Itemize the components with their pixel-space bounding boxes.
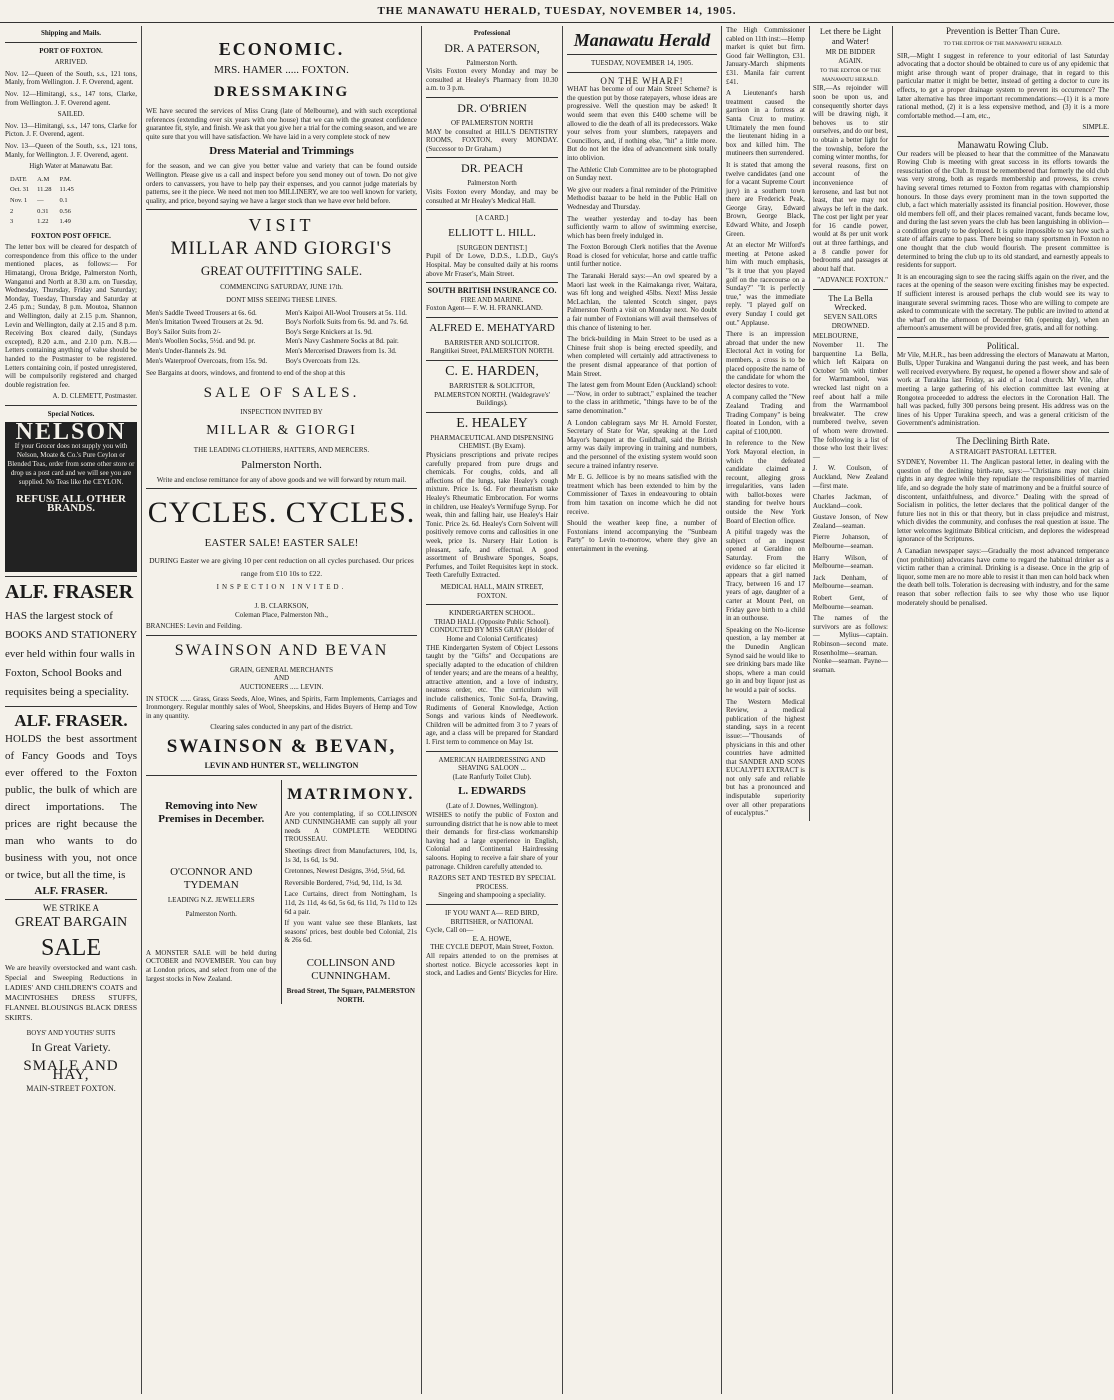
divider xyxy=(813,289,888,290)
post-office-text: The letter box will be cleared for despatch of correspondence from this office to the under mentioned places, as follows:— For Himatangi, Oroua Bridge, Palmerston North, Wanganui and North at 8.30 a.m. on Tuesday, Wednesday, Thursday, Friday and Saturday; Monday, Tuesday, Thursday and Saturday at 2.45 p.m.; Sunday, 8 p.m. Moutoa, Shannon and Wellington, daily at 2.15 p.m. Shannon, Levin and Wellington, daily at 2.15 and 8 p.m. Receiving Box cleared daily, (Sundays excepted), 8.20 a.m., and 2.10 p.m. N.B.—Letters containing anything of value should be handed to the Postmaster to be registered. Letters containing coin, if posted unregistered, will be compulsorily registered and charged double registration fee. xyxy=(5,243,137,389)
tide-heading: High Water at Manawatu Bar. xyxy=(29,162,113,171)
divider xyxy=(5,42,137,43)
ranfurly-line: (Late Ranfurly Toilet Club). xyxy=(452,772,532,781)
divider xyxy=(426,412,558,413)
bargains-line: See Bargains at doors, windows, and frontend to end of the shop at this xyxy=(146,369,346,378)
column-6 xyxy=(894,26,1112,1394)
swainson-heading: SWAINSON AND BEVAN xyxy=(174,641,389,659)
tide-cell: 0.56 xyxy=(59,207,71,215)
smale-name: SMALE AND HAY, xyxy=(23,1057,119,1083)
news-paragraph: The High Commissioner cabled on 11th inst:—Hemp market is quiet but firm. Good fair Wellington, £31. January-March shipments £31. Manila fair current £41. xyxy=(726,26,805,86)
paterson-address: Palmerston North. xyxy=(466,58,518,67)
prevention-heading: Prevention is Better Than Cure. xyxy=(945,26,1061,36)
news-paragraph: In reference to the New York Mayoral election, in which the defeated candidate claimed a recount, alleging gross irregularities, vans laden with ballot-boxes were standing for twelve hours outside the New York Board of Election office. xyxy=(726,439,805,525)
dressmaking-text: for the season, and we can give you better value and variety that can be found outside Wellington. Please give us a call and inspect before you send money out of town. Do not give orders to canvassers, you have to help pay their expenses, and you cannot judge materials by patterns, see it the piece. We need not men too MILLINERY, we are too well known for variety, quality, and price, beyond saying we have a larger stock than we have ever held before. xyxy=(146,162,417,205)
matrimony-advert xyxy=(281,780,417,1005)
obrien-name: DR. O'BRIEN xyxy=(457,100,527,115)
collinson-name: COLLINSON AND CUNNINGHAM. xyxy=(306,956,395,982)
paper-title: Manawatu Herald xyxy=(573,30,711,50)
clarkson-name: J. B. CLARKSON, xyxy=(254,602,309,611)
dressmaking-text: WE have secured the services of Miss Crang (late of Melbourne), and with such exceptional references (extending over six years with one house) that we can with the greatest confidence guarantee fit, style, and finish. We ask that you give her a trial for the coming season, and we are quite sure that you will have satisfaction. We have laid in a very complete stock of new xyxy=(146,107,417,141)
news-paragraph: There is an impression abroad that under the new Electoral Act in voting for members, a cross is to be placed opposite the name of the candidate for whom the elector desires to vote. xyxy=(726,330,805,390)
bella-victim: Jack Denham, of Melbourne—seaman. xyxy=(812,573,888,591)
bella-victim: Pierre Johanson, of Melbourne—seaman. xyxy=(812,533,888,551)
birth-rate-text: SYDNEY, November 11. The Anglican pastoral letter, in dealing with the question of the declining birth-rate, says:—"Christians may not claim rights in any degree while they repudiate the responsibilities of married life, and so degrade the holy state of matrimony and be a fruitful source of discontent, unfaithfulness, and divorce." Dealing with the spread of Socialism in politics, the letter declares that the political danger of the future lies not in this or that theory, but in class prejudice and mistrust, which divides the community, and confuses the real question at issue. The letter welcomes legitimate Biblical criticism, and deplores the widespread ignorance of the Scriptures. xyxy=(897,458,1109,544)
sale-line: Men's Mercerised Drawers from 1s. 3d. xyxy=(285,346,397,355)
news-paragraph: Speaking on the No-license question, a lay member at the Dunedin Anglican Synod said he would like to see drinking bars made like shops, where a man could go in and buy liquor just as he would a pair of socks. xyxy=(726,625,805,694)
sale-line: Boy's Overcoats from 12s. xyxy=(285,356,360,365)
smale-text: We are heavily overstocked and want cash. Special and Sweeping Reductions in LADIES' AND CHILDREN'S COATS and MACINTOSHES DRESS STUFFS, FLANNEL BLOUSINGS BLACK DRESS SKIRTS. xyxy=(5,962,137,1022)
column-rule xyxy=(721,26,722,1394)
divider xyxy=(146,775,417,776)
tide-col-header: P.M. xyxy=(59,175,72,183)
nelson-brand: NELSON xyxy=(15,418,127,445)
column-rule xyxy=(141,26,142,1394)
hairdressing-heading: AMERICAN HAIRDRESSING AND SHAVING SALOON ... xyxy=(438,755,546,773)
divider xyxy=(426,360,558,361)
tide-cell: 2 xyxy=(10,207,14,215)
inspection-invited: INSPECTION INVITED. xyxy=(216,583,347,592)
smale-address: MAIN-STREET FOXTON. xyxy=(26,1084,116,1094)
news-paragraph: A Lieutenant's harsh treatment caused the garrison in a fortress at Santa Cruz to mutiny. Ultimately the men found the lieutenant hiding in a box and killed him. The mutineers then surrendered. xyxy=(726,89,805,158)
sale-of-sales: SALE OF SALES. xyxy=(203,384,360,401)
birth-rate-heading: The Declining Birth Rate. xyxy=(956,435,1050,446)
news-paragraph: A company called the "New Zealand Trading and Trading Company" is being floated in London, with a capital of £100,000. xyxy=(726,393,805,436)
branches-line: BRANCHES: Levin and Feilding. xyxy=(146,622,243,631)
medical-hall-line: MEDICAL HALL, MAIN STREET, FOXTON. xyxy=(440,582,544,600)
oconnor-address: Palmerston North. xyxy=(185,910,237,919)
smale-variety: In Great Variety. xyxy=(31,1040,111,1055)
smale-boys: BOYS' AND YOUTHS' SUITS xyxy=(26,1028,116,1037)
tide-cell: Nov. 1 xyxy=(10,196,28,204)
bella-text: MELBOURNE, November 11. The barquentine La Bella, which left Kaipara on October 5th with timber for Warrnambool, was wrecked last night on a reef about half a mile from the Warrnambool breakwater. The crew numbered twelve, seven of whom were drowned. The following is a list of those who lost their lives:— xyxy=(812,332,888,461)
bella-victim: J. W. Coulson, of Auckland, New Zealand—first mate. xyxy=(812,464,888,490)
matrimony-item: Reversible Bordered, 7½d, 9d, 11d, 1s 3d. xyxy=(284,878,403,887)
tide-cell: 1.22 xyxy=(37,218,49,226)
shipping-entry: Nov. 12—Himitangi, s.s., 147 tons, Clarke, from Wellington. J. F. Overend agent. xyxy=(5,89,137,107)
editorial-paragraph: Mr E. G. Jellicoe is by no means satisfied with the treatment which has been extended to him by the Commissioner of Taxes in endeavouring to obtain from him taxation on income which he did not receive. xyxy=(567,473,717,516)
tide-cell: 0.1 xyxy=(59,196,68,204)
port-heading: PORT OF FOXTON. xyxy=(39,46,103,55)
monster-sale-text: A MONSTER SALE will be held during OCTOBER and NOVEMBER. You can buy at London prices, and select from one of the largest stocks in New Zealand. xyxy=(146,948,277,983)
visit-heading: VISIT xyxy=(248,215,315,236)
bella-victim: Harry Wilson, of Melbourne—seaman. xyxy=(812,553,888,571)
removing-heading: Removing into New Premises in December. xyxy=(158,799,265,825)
arrived-heading: ARRIVED. xyxy=(54,58,88,67)
smale-bargain: GREAT BARGAIN xyxy=(14,914,128,930)
divider xyxy=(146,488,417,489)
column-2 xyxy=(143,26,420,1394)
shipping-entry: Nov. 13—Queen of the South, s.s., 121 tons, Manly, for Wellington. J. F. Overend, agent. xyxy=(5,141,137,159)
edwards-name: L. EDWARDS xyxy=(458,785,526,798)
bella-heading: The La Bella Wrecked. xyxy=(828,293,873,312)
tide-table xyxy=(5,174,79,229)
bella-sub: SEVEN SAILORS DROWNED. xyxy=(823,313,878,330)
harden-title: BARRISTER & SOLICITOR, xyxy=(449,382,535,391)
swainson-heading: SWAINSON & BEVAN, xyxy=(166,736,397,757)
dress-material: Dress Material and Trimmings xyxy=(209,145,354,158)
rowing-text: Our readers will be pleased to hear that the committee of the Manawatu Rowing Club is meeting with great success in its efforts towards the resuscitation of the Club. It must be remembered that formerly the old club was very strong, both as regards membership and prowess, its crews having several times returned to Foxton from regattas with championship honours. In those days every prominent man in the town supported the club, a fact which materially assisted its financial position. However, those old members fell off, and their places remained vacant, funds became low, and during the last seven years the club has been languishing in oblivion—a condition greatly to be deplored. It is quite impossible to say how such a state of affairs came to pass. There being so many sportsmen in Foxton no one thought that the club would flourish. The present committee is determined to bring the club up to its old standard, and earnestly appeals to residents for support. xyxy=(897,149,1109,270)
editorial-paragraph: The Taranaki Herald says:—An owl speared by a Maori last week in the Kaimakanga river, Waitara, was 6ft long and weighed 45lbs. Next! Miss Jessie McLachlan, the talented Scotch singer, pays Palmerston North a visit on Monday next. No doubt a fair number of Foxtonians will avail themselves of this chance of listening to her. xyxy=(567,272,717,332)
tide-cell: 1.49 xyxy=(59,218,71,226)
palmerston-line: Palmerston North. xyxy=(241,458,322,471)
repairs-text: All repairs attended to on the premises at shortest notice. Bicycle accessories kept in stock, and Ladies and Gents' Bicycles for Hire. xyxy=(426,951,558,978)
kindergarten-text: THE Kindergarten System of Object Lessons taught by the "Gifts" and Occupations are specially adapted to the education of children of tender years; and are the means of a healthy, attractive attention, and a love of industry, neatness order, etc. The curriculum will include calisthenics, Tonic Sol-fa, Drawing, Rudiments of General Knowledge, Action Songs and various kinds of Needlework. Children will be admitted from 3 to 7 years of age, and a class will be prepared for Standard I. First term to commence on May 1st. xyxy=(426,643,558,747)
wharf-heading: ON THE WHARF! xyxy=(600,75,684,86)
kindergarten-conductor: CONDUCTED BY MISS GRAY (Holder of Home and Colonial Certificates) xyxy=(429,626,555,643)
tide-cell: Oct. 31 xyxy=(10,186,30,194)
razors-line: RAZORS SET AND TESTED BY SPECIAL PROCESS. xyxy=(428,874,556,891)
tide-col-header: A.M xyxy=(37,175,50,183)
peach-name: DR. PEACH xyxy=(460,161,523,176)
millar-heading: MILLAR AND GIORGI'S xyxy=(170,238,393,260)
sale-line: Men's Woollen Socks, 5½d. and 9d. pr. xyxy=(146,337,256,346)
column-rule xyxy=(421,26,422,1394)
commencing-line: COMMENCING SATURDAY, JUNE 17th. xyxy=(220,283,343,292)
light-signature: "ADVANCE FOXTON." xyxy=(817,276,888,285)
editorial-paragraph: We give our readers a final reminder of the Primitive Methodist bazaar to be held in the Public Hall on Wednesday and Thursday. xyxy=(567,185,717,211)
paterson-name: DR. A PATERSON, xyxy=(444,40,540,55)
editorial-paragraph: Should the weather keep fine, a number of Foxtonians intend accompanying the "Sunbeam Party" to Levin to-morrow, where they give an entertainment in the evening. xyxy=(567,519,717,553)
easter-text: DURING Easter we are giving 10 per cent reduction on all cycles purchased. Our prices range from £10 10s to £22. xyxy=(149,556,414,579)
editorial-paragraph: The Foxton Borough Clerk notifies that the Avenue Road is closed for vehicular, horse and cattle traffic until further notice. xyxy=(567,243,717,269)
sale-line: Men's Waterproof Overcoats, from 15s. 9d. xyxy=(146,356,268,365)
bella-victim: Robert Gent, of Melbourne—seaman. xyxy=(812,594,888,611)
inspection-line: INSPECTION INVITED BY xyxy=(240,407,323,416)
insurance-agent: Foxton Agent— F. W. H. FRANKLAND. xyxy=(426,304,543,313)
professional-heading: Professional xyxy=(473,29,511,37)
fraser-text: HOLDS the best assortment of Fancy Goods and Toys ever offered to the Foxton public, the bulk of which are direct importations. The prices are right because the man who wants to do business with you, not once or twice, but all the time, is xyxy=(5,732,137,881)
temperance-text: A Canadian newspaper says:—Gradually the most advanced temperance (not prohibition) advocates have come to regard the habitual drinker as a victim rather than a criminal. Drinking is a disease. Once in the grip of liquor, some men are no more able to resist it than men can hold back when the death bell tolls. Toleration is decreasing with industry, and for the same reason that sober reflection fails to see why those who use liquor moderately should be penalised. xyxy=(897,547,1109,607)
paper-date: TUESDAY, NOVEMBER 14, 1905. xyxy=(591,59,693,67)
news-column xyxy=(726,26,805,821)
editorial-paragraph: WHAT has become of our Main Street Scheme? is the question put by those ratepayers, whose ideas are progressive. Well the question may be asked! It would seem that even this £400 scheme will be allowed to die the death of all its predecessors. Wake your selves from your slumbers, ratepayers and Councillors, and, if nothing else, "hit" a little more. But do not let the idea of advancement sink totally into oblivion. xyxy=(567,85,717,162)
sale-line: Men's Imitation Tweed Trousers at 2s. 9d. xyxy=(146,318,264,327)
sailed-heading: SAILED. xyxy=(57,110,85,119)
shipping-heading: Shipping and Mails. xyxy=(40,29,102,37)
healey-title: PHARMACEUTICAL AND DISPENSING CHEMIST. (By Exam). xyxy=(430,433,554,451)
editorial-paragraph: A London cablegram says Mr H. Arnold Forster, Secretary of State for War, speaking at the Lord Mayor's banquet at the Guildhall, said the British army was daily improving in training and numbers, and the personnel of the existing system would soon secure a trained infantry reserve. xyxy=(567,418,717,470)
smale-sale: SALE xyxy=(41,934,101,961)
light-text: SIR,—As rejoinder will soon be upon us, and consequently shorter days will be drawing nigh, it behoves us to stir ourselves, and do our best, to obtain a better light for the township, before the coming winter months, for several reasons, first on account of the inconvenience of kerosene, and last but not least, that we may not always be left in the dark. The cost per light per year for 16 candle power, would at 8s per unit work out at three farthings, and a 8 candle power for bedrooms and passages at about half that. xyxy=(812,84,888,273)
hamer-line: MRS. HAMER ..... FOXTON. xyxy=(214,64,349,76)
editorial-paragraph: The brick-building in Main Street to be used as a Chinese fruit shop is being erected speedily, and when completed will certainly add attractiveness to the present dismal appearance of that portion of Main Street. xyxy=(567,335,717,378)
singeing-line: Singeing and shampooing a speciality. xyxy=(438,891,546,900)
oconnor-name: O'CONNOR AND TYDEMAN xyxy=(170,865,253,891)
peach-address: Palmerston North xyxy=(467,179,517,188)
depot-line: THE CYCLE DEPOT, Main Street, Foxton. xyxy=(430,943,554,952)
easter-line: EASTER SALE! EASTER SALE! xyxy=(204,537,359,550)
editorial-paragraph: The latest gem from Mount Eden (Auckland) school:—"Now, in order to subtract," explained the teacher to the class in arithmetic, "things have to be of the same denomination." xyxy=(567,381,717,415)
obrien-address: OF PALMERSTON NORTH xyxy=(450,118,534,127)
news-paragraph: At an elector Mr Wilford's meeting at Petone asked him with much emphasis, "Is it true that you played golf on the racecourse on a Sunday?" "It is perfectly true," was the immediate reply. "I played golf on every Sunday I could get out." Applause. xyxy=(726,241,805,327)
edwards-sub: (Late of J. Downes, Wellington). xyxy=(446,802,538,811)
news-paragraph: The Western Medical Review, a medical publication of the highest standing, says in a recent issue:—"Thousands of physicians in this and other countries have admitted that SANDER AND SONS EUCALYPTI EXTRACT is not only safe and reliable but has a pronounced and indisputable superiority over all other preparations of eucalyptus." xyxy=(726,697,805,818)
divider xyxy=(426,157,558,158)
harden-name: C. E. HARDEN, xyxy=(445,364,539,380)
kindergarten-heading: KINDERGARTEN SCHOOL. xyxy=(449,609,535,618)
tide-cell: 0.31 xyxy=(37,207,49,215)
bottom-ads xyxy=(146,780,417,1005)
divider xyxy=(426,282,558,283)
oconnor-advert xyxy=(146,780,277,1005)
divider xyxy=(897,337,1109,338)
sale-line: Men's Kaipoi All-Wool Trousers at 5s. 11d. xyxy=(285,308,407,317)
notices-heading: Special Notices. xyxy=(47,409,95,418)
post-office-heading: FOXTON POST OFFICE. xyxy=(31,231,111,240)
prevention-text: SIR,—Might I suggest in reference to your editorial of last Saturday advocating that a doctor should be obtained to cure us of any epidemic that might arise through want of proper drainage, that in regard to this particular matter it might be better, instead of getting a doctor to cure its effects, to get a proper drainage system to prevent its occurrence? The latter alternative has three important recommendations:—(1) it is a more rational method, (2) it is a less expensive method, and (3) it is a more comfortable method.—I am, etc., xyxy=(897,51,1109,120)
auctioneers-line: AUCTIONEERS ..... LEVIN. xyxy=(239,683,324,692)
nelson-tea-advert xyxy=(5,418,137,572)
dont-miss-line: DONT MISS SEEING THESE LINES. xyxy=(226,295,337,304)
tide-cell: 11.28 xyxy=(37,186,52,194)
paterson-text: Visits Foxton every Monday and may be consulted at Healey's Pharmacy from 10.30 a.m. to 3 p.m. xyxy=(426,67,558,93)
political-heading: Political. xyxy=(986,341,1020,351)
editor-line: TO THE EDITOR OF THE MANAWATU HERALD. xyxy=(943,41,1063,47)
column-1 xyxy=(2,26,140,1394)
obrien-text: MAY be consulted at HILL'S DENTISTRY ROOMS, FOXTON, every MONDAY. (Successor to Dr Graham.) xyxy=(426,127,558,153)
insurance-name: SOUTH BRITISH INSURANCE CO. xyxy=(427,286,557,296)
fraser-text: HAS the largest stock of BOOKS AND STATIONERY ever held within four walls in Foxton, School Books and requisites being a speciality. xyxy=(5,609,137,698)
birth-rate-sub: A STRAIGHT PASTORAL LETTER. xyxy=(949,447,1057,456)
news-paragraph: A pitiful tragedy was the subject of an inquest opened at Geraldine on Saturday. From the evidence so far elicited it appears that a girl named Tracy, between 16 and 17 years of age, daughter of a carter at Mount Peel, on Friday gave birth to a child in an outhouse. xyxy=(726,528,805,623)
matrimony-item: Sheetings direct from Manufacturers, 10d, 1s, 1s 3d, 1s 6d, 1s 9d. xyxy=(284,846,417,864)
card-label: [A CARD.] xyxy=(475,214,509,223)
peach-text: Visits Foxton every Monday, and may be consulted at Mr Healey's Medical Hall. xyxy=(426,187,558,205)
surgeon-label: [SURGEON DENTIST.] xyxy=(457,243,527,252)
divider xyxy=(5,576,137,577)
edwards-text: WISHES to notify the public of Foxton and surrounding district that he is now able to meet their demands for first-class workmanship having had a large experience in English, Colonial and Continental Hairdressing saloons. Hoping to receive a fair share of your patronage. Children carefully attended to. xyxy=(426,811,558,871)
divider xyxy=(426,904,558,905)
divider xyxy=(146,635,417,636)
and-line: AND xyxy=(273,674,290,683)
millar-giorgi: MILLAR & GIORGI xyxy=(206,423,357,439)
dressmaking-heading: DRESSMAKING xyxy=(213,84,350,100)
triad-line: TRIAD HALL (Opposite Public School). xyxy=(434,617,550,626)
divider xyxy=(146,209,417,210)
want-line: IF YOU WANT A— RED BIRD, BRITISHER, or NATIONAL xyxy=(445,908,539,926)
column-5 xyxy=(723,26,891,1394)
remittance-line: Write and enclose remittance for any of above goods and we will forward by return mail. xyxy=(156,475,407,484)
rowing-heading: Manawatu Rowing Club. xyxy=(957,139,1049,150)
tide-cell: — xyxy=(37,196,44,204)
howe-name: E. A. HOWE, xyxy=(472,934,512,943)
divider xyxy=(897,136,1109,137)
bella-victim: Gustave Jonson, of New Zealand—seaman. xyxy=(812,513,888,530)
postmaster-signature: A. D. CLEMETT, Postmaster. xyxy=(52,392,137,401)
fraser-signature: ALF. FRASER. xyxy=(34,884,108,897)
matrimony-heading: MATRIMONY. xyxy=(287,785,415,803)
matrimony-item: If you want value see these Blankets, last seasons' prices, best double bed Colonial, 21s & 26s 6d. xyxy=(284,919,417,945)
jewellers-line: LEADING N.Z. JEWELLERS xyxy=(167,895,255,904)
sale-line: Boy's Norfolk Suits from 6s. 9d. and 7s. 6d. xyxy=(285,318,409,327)
grain-line: GRAIN, GENERAL MERCHANTS xyxy=(230,665,333,674)
nelson-slogan: REFUSE ALL OTHER BRANDS. xyxy=(15,493,127,514)
editorial-paragraph: The weather yesterday and to-day has been sufficiently warm to allow of swimming exercise, which has been freely indulged in. xyxy=(567,214,717,240)
cycles-heading: CYCLES. CYCLES. xyxy=(147,496,416,530)
political-text: Mr Vile, M.H.R., has been addressing the electors of Manawatu at Marton, Bulls, Upper Turakina and Wanganui during the past week, and has been well received everywhere. By request, he opened a flower show and sale of work at Turakina last Friday, as aid of a local church. Mr Vile, after meeting a large gathering of his election committee last evening at Rongotea proceeded to address the electors in the Coronation Hall. The hall was packed, fully 300 persons being present. His address was on the lines of his Upper Turakina speech, and was a general criticism of the Government's administration. xyxy=(897,350,1109,428)
hatyard-address: Rangitikei Street, PALMERSTON NORTH. xyxy=(430,347,554,356)
divider xyxy=(567,72,717,73)
bella-survivors: The names of the survivors are as follows:— Mylius—captain. Robinson—second mate. Rosenholme—seaman. Nonke—seaman. Payne—seaman. xyxy=(812,614,888,674)
divider xyxy=(567,54,717,55)
divider xyxy=(5,706,137,707)
sale-line: Men's Under-flannels 2s. 9d. xyxy=(146,346,227,355)
divider xyxy=(5,405,137,406)
editor-line: TO THE EDITOR OF THE MANAWATU HERALD. xyxy=(819,68,881,83)
insurance-type: FIRE AND MARINE. xyxy=(460,295,524,304)
matrimony-text: Are you contemplating, if so COLLINSON AND CUNNINGHAME can supply all your needs A COMPLETE WEDDING TROUSSEAU. xyxy=(284,809,417,844)
bella-victim: Charles Jackman, of Auckland—cook. xyxy=(812,493,888,510)
divider xyxy=(5,899,137,900)
fraser-name: ALF. FRASER xyxy=(5,580,134,603)
editorial-paragraph: The Athletic Club Committee are to be photographed on Sunday next. xyxy=(567,165,717,183)
column-rule xyxy=(562,26,563,1394)
column-rule xyxy=(892,26,893,1394)
shipping-entry: Nov. 13—Himitangi, s.s., 147 tons, Clarke for Picton. J. F. Overend, agent. xyxy=(5,121,137,139)
hatyard-name: ALFRED E. MEHATYARD xyxy=(429,321,555,334)
stock-text: IN STOCK ...... Grass, Grass Seeds, Aloe, Wines, and Spirits, Farm Implements, Carriages and Ironmongery. Regular monthly sales of Wool, Sheepskins, and Hides Buyers of Hemp and Tow in any quantity. xyxy=(146,694,417,720)
prevention-signature: SIMPLE. xyxy=(1082,123,1109,132)
light-sub: MR DE BIDDER AGAIN. xyxy=(825,48,876,65)
divider xyxy=(426,604,558,605)
sale-lines xyxy=(146,309,417,366)
column-3 xyxy=(423,26,561,1394)
tide-cell: 11.45 xyxy=(59,186,74,194)
page-masthead: THE MANAWATU HERALD, TUESDAY, NOVEMBER 14, 1905. xyxy=(0,0,1114,23)
healey-name: E. HEALEY xyxy=(456,415,528,431)
clearing-line: Clearing sales conducted in any part of the district. xyxy=(210,723,353,732)
outfitting-heading: GREAT OUTFITTING SALE. xyxy=(200,263,363,279)
divider xyxy=(426,751,558,752)
divider xyxy=(426,317,558,318)
clothiers-line: THE LEADING CLOTHIERS, HATTERS, AND MERCERS. xyxy=(193,446,370,455)
sale-line: Boy's Serge Knickers at 1s. 9d. xyxy=(285,327,373,336)
shipping-entry: Nov. 12—Queen of the South, s.s., 121 tons, Manly, from Wellington. J. F. Overend, agent. xyxy=(5,69,137,87)
divider xyxy=(897,432,1109,433)
column-4 xyxy=(564,26,720,1394)
smale-strike: WE STRIKE A xyxy=(43,903,99,914)
hatyard-title: BARRISTER AND SOLICITOR. xyxy=(444,338,540,347)
fraser-name: ALF. FRASER. xyxy=(14,710,128,730)
sale-line: Men's Saddle Tweed Trousers at 6s. 6d. xyxy=(146,308,257,317)
healey-text: Physicians prescriptions and private recipes carefully prepared from pure drugs and chemicals. For coughs, colds, and all affections of the lungs, take Healey's cough mixture. Price 1s. 6d. For rheumatism take Healey's Rheumatic Embrocation. For worms in children, use Healey's Vermifuge Syrup. For weak, thin and falling hair, use Healey's Hair Tonic. Price 2s. 6d. Healey's Corn Solvent will positively remove corns and callosities in one week, price 1s. Nursery Hair Lotion is pleasant, safe, and effectual. A good assortment of Brushware Sponges, Soaps, Perfumes, and Toilet Requisites kept in stock. Teeth Carefully Extracted. xyxy=(426,451,558,580)
news-paragraph: It is stated that among the twelve candidates (and one for a vacant Supreme Court jury) in a southern town there are Frederick Peak, George Gray, Edward Brown, George Black, Edward White, and Joseph Green. xyxy=(726,160,805,238)
divider xyxy=(426,209,558,210)
collinson-address: Broad Street, The Square, PALMERSTON NORTH. xyxy=(286,986,415,1004)
light-heading: Let there be Light and Water! xyxy=(819,26,882,46)
col5-split xyxy=(726,26,888,821)
cycle-call: Cycle, Call on— xyxy=(426,926,474,935)
tide-col-header: DATE xyxy=(10,175,27,183)
tide-cell: 3 xyxy=(10,218,14,226)
sale-line: Boy's Sailor Suits from 2/- xyxy=(146,327,221,336)
sale-line: Men's Navy Cashmere Socks at 8d. pair. xyxy=(285,337,399,346)
divider xyxy=(426,97,558,98)
matrimony-item: Lace Curtains, direct from Nottingham, 1s 11d, 2s 11d, 4s 6d, 5s 6d, 6s 11d, 7s 11d to 12s 6d a pair. xyxy=(284,890,417,916)
rowing-text: It is an encouraging sign to see the racing skiffs again on the river, and the races at the opening of the season were exciting finishes may be expected. If sufficient interest is aroused perhaps the club would see its way to inaugurate several swimming races. Those who are willing to compete are asked to communicate with the secretary. The public are invited to attend at the wharf on the afternoon of December 6th (opening day), when an afternoon's amusement will be provided free, gratis, and all for nothing. xyxy=(897,272,1109,333)
matrimony-item: Cretonnes, Newest Designs, 3½d, 5½d, 6d. xyxy=(284,867,406,876)
harden-address: PALMERSTON NORTH. (Waldegrave's' Buildings). xyxy=(434,390,550,408)
economic-heading: ECONOMIC. xyxy=(218,39,345,59)
hill-name: ELLIOTT L. HILL. xyxy=(448,226,536,239)
hill-text: Pupil of Dr Lowe, D.D.S., L.D.D., Guy's Hospital. May be consulted daily at his rooms above Mr Fraser's, Main Street. xyxy=(426,252,558,278)
levin-line: LEVIN AND HUNTER ST., WELLINGTON xyxy=(204,761,359,770)
nelson-text: If your Grocer does not supply you with Nelson, Moate & Co.'s Pure Ceylon or Blended Teas, order from some other store or drop us a post card and we will see you are supplied. No Teas like the CEYLON. xyxy=(7,442,135,487)
letters-column xyxy=(809,26,888,821)
clarkson-address: Coleman Place, Palmerston Nth., xyxy=(235,610,328,619)
